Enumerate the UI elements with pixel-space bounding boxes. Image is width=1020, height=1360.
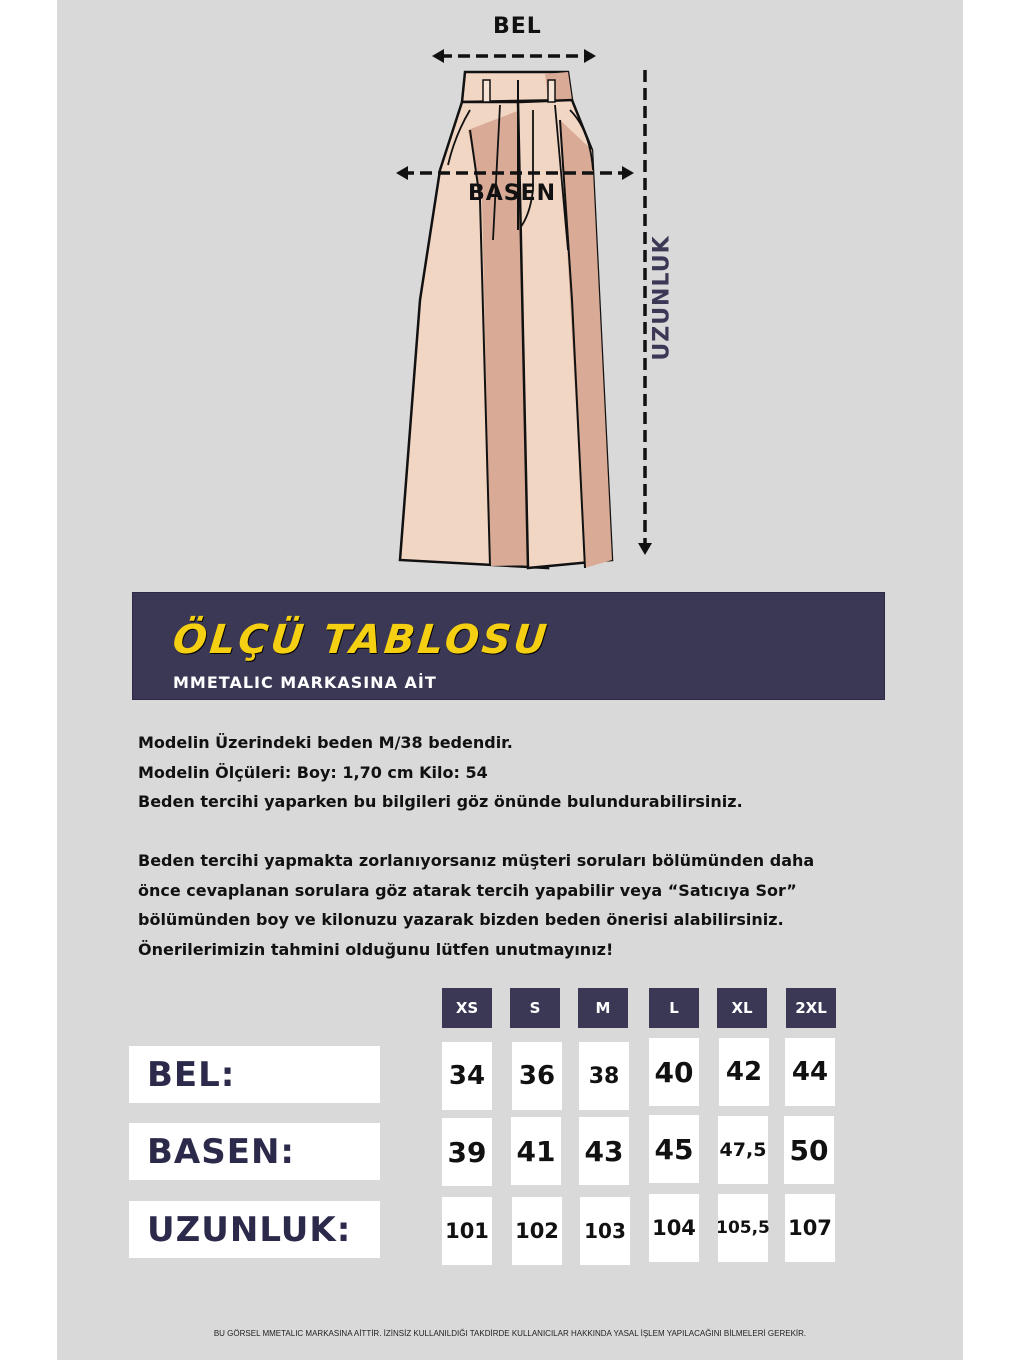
banner-title: ÖLÇÜ TABLOSU xyxy=(170,617,552,663)
size-chart-banner xyxy=(132,592,885,700)
table-cell: 41 xyxy=(511,1117,561,1185)
table-cell: 42 xyxy=(719,1038,769,1106)
size-header-2xl: 2XL xyxy=(786,988,836,1028)
copyright-notice: BU GÖRSEL MMETALIC MARKASINA AİTTİR. İZİNSİZ KULLANILDIĞI TAKDİRDE KULLANICILAR HAKKINDA YASAL İŞLEM YAPILACAĞINI BİLMELERİ GEREKİR. xyxy=(213,1329,807,1338)
hip-label: BASEN xyxy=(468,181,557,206)
table-cell: 44 xyxy=(785,1038,835,1106)
table-cell: 105,5 xyxy=(718,1194,768,1262)
table-cell: 101 xyxy=(442,1197,492,1265)
table-cell: 43 xyxy=(579,1117,629,1185)
size-header-xl: XL xyxy=(717,988,767,1028)
table-cell: 107 xyxy=(785,1194,835,1262)
row-label-length: UZUNLUK: xyxy=(129,1201,380,1258)
info-paragraph: Beden tercihi yapmakta zorlanıyorsanız müşteri soruları bölümünden daha önce cevaplanan sorulara göz atarak tercih yapabilir veya “Satıcıya Sor” bölümünden boy ve kilonuzu yazarak bizden beden önerisi alabilirsiniz. Önerilerimizin tahmini olduğunu lütfen unutmayınız! xyxy=(138,851,815,959)
table-cell: 102 xyxy=(512,1197,562,1265)
info-line: Modelin Ölçüleri: Boy: 1,70 cm Kilo: 54 xyxy=(138,762,488,782)
size-header-xs: XS xyxy=(442,988,492,1028)
table-cell: 34 xyxy=(442,1042,492,1110)
table-cell: 39 xyxy=(442,1118,492,1186)
size-header-l: L xyxy=(649,988,699,1028)
table-cell: 36 xyxy=(512,1042,562,1110)
table-cell: 45 xyxy=(649,1115,699,1183)
table-cell: 40 xyxy=(649,1038,699,1106)
table-cell: 104 xyxy=(649,1194,699,1262)
size-header-s: S xyxy=(510,988,560,1028)
waist-label: BEL xyxy=(493,14,542,39)
size-header-m: M xyxy=(578,988,628,1028)
row-label-waist: BEL: xyxy=(129,1046,380,1103)
length-label-container xyxy=(642,235,682,361)
table-cell: 38 xyxy=(579,1042,629,1110)
waist-arrow xyxy=(432,49,596,63)
info-line: Beden tercihi yaparken bu bilgileri göz önünde bulundurabilirsiniz. xyxy=(138,792,743,811)
info-line: Modelin Üzerindeki beden M/38 bedendir. xyxy=(138,733,513,752)
table-cell: 103 xyxy=(580,1197,630,1265)
row-label-hip: BASEN: xyxy=(129,1123,380,1180)
wide-leg-trousers-illustration xyxy=(390,40,660,580)
table-cell: 50 xyxy=(784,1116,834,1184)
model-info-text xyxy=(138,728,858,964)
table-cell: 47,5 xyxy=(718,1116,768,1184)
banner-subtitle: MMETALIC MARKASINA AİT xyxy=(173,673,437,692)
length-label: UZUNLUK xyxy=(649,235,675,361)
